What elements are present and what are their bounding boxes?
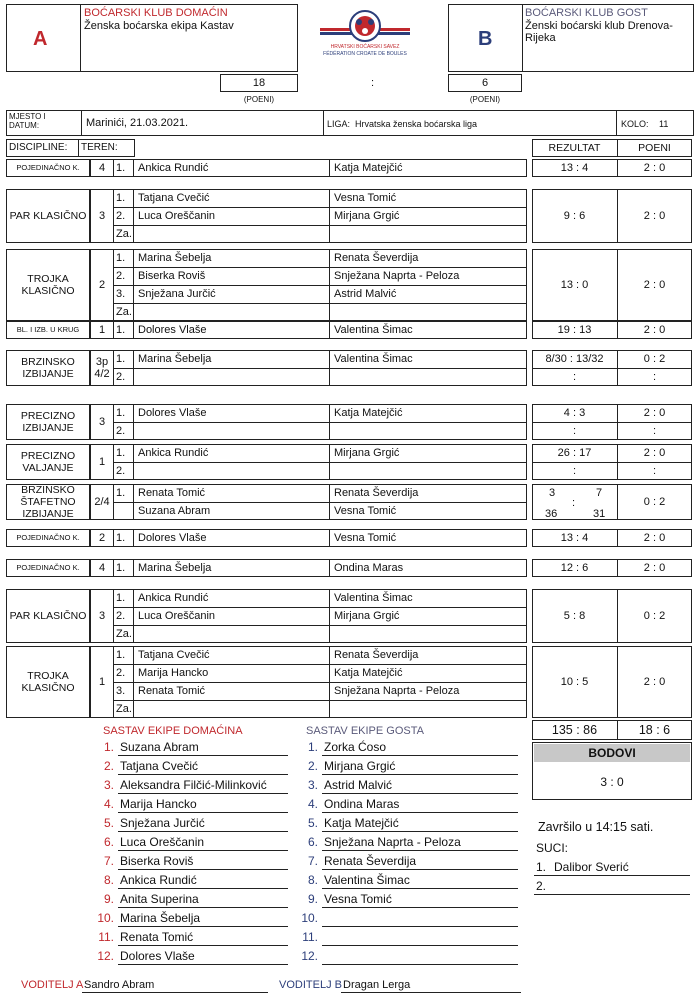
section-result: 10 : 5 (560, 676, 589, 688)
section-points: 2 : 0 (643, 562, 666, 574)
home-player: Marina Šebelja (138, 353, 212, 365)
divider (329, 589, 330, 643)
divider (113, 462, 527, 463)
roster-number: 1. (307, 740, 318, 754)
home-player: Ankica Rundić (138, 162, 209, 174)
divider (118, 793, 288, 794)
divider (322, 926, 518, 927)
coach-b-name: Dragan Lerga (343, 979, 411, 991)
roster-player: Snježana Naprta - Peloza (324, 835, 461, 849)
divider (616, 110, 617, 136)
roster-player: Mirjana Grgić (324, 759, 396, 773)
row-number: 2. (116, 667, 126, 679)
roster-number: 5. (307, 816, 318, 830)
roster-number: 12. (301, 949, 318, 963)
roster-number: 4. (103, 797, 114, 811)
divider (118, 888, 288, 889)
divider (322, 964, 518, 965)
home-player: Snježana Jurčić (138, 288, 216, 300)
roster-player: Vesna Tomić (324, 892, 392, 906)
home-player: Dolores Vlaše (138, 532, 207, 544)
divider (118, 964, 288, 965)
divider (329, 159, 330, 177)
section-points: : (652, 371, 657, 383)
roster-number: 10. (97, 911, 114, 925)
divider (133, 589, 134, 643)
roster-player: Tatjana Cvečić (120, 759, 199, 773)
divider (118, 945, 288, 946)
divider (532, 462, 692, 463)
guest-roster-title: SASTAV EKIPE GOSTA (306, 725, 424, 737)
roster-player: Zorka Ćoso (324, 740, 387, 754)
divider (113, 368, 527, 369)
roster-player: Marija Hancko (120, 797, 197, 811)
guest-player: Astrid Malvić (334, 288, 397, 300)
federation-logo (315, 4, 415, 66)
home-player: Ankica Rundić (138, 592, 209, 604)
divider (118, 869, 288, 870)
guest-player: Valentina Šimac (334, 592, 413, 604)
divider (133, 321, 134, 339)
divider (532, 368, 692, 369)
divider (133, 159, 134, 177)
place-label: MJESTO I DATUM: (9, 112, 46, 130)
judge-1-num: 1. (536, 860, 547, 874)
row-number: 1. (116, 192, 126, 204)
roster-number: 11. (98, 930, 114, 944)
logo-text-1: HRVATSKI BOĆARSKI SAVEZ (330, 44, 400, 50)
judges-label: SUCI: (536, 841, 569, 855)
section-result: 9 : 6 (563, 210, 586, 222)
divider (534, 894, 690, 895)
divider (81, 110, 82, 136)
row-number: 1. (116, 252, 126, 264)
guest-player: Renata Ševerdija (334, 252, 419, 264)
disciplines-label: DISCIPLINE: (9, 142, 68, 153)
roster-player: Suzana Abram (120, 740, 199, 754)
divider (113, 625, 527, 626)
field-count: 1 (90, 646, 114, 718)
section-points: : (652, 465, 657, 477)
guest-player: Snježana Naprta - Peloza (334, 685, 460, 697)
relay-home-2: 36 (545, 508, 558, 520)
guest-player: Ondina Maras (334, 562, 404, 574)
finished-time: Završilo u 14:15 sati. (538, 820, 654, 834)
field-count: 2/4 (90, 484, 114, 520)
discipline-label: POJEDINAČNO K. (6, 159, 90, 177)
guest-letter: B (478, 28, 493, 50)
roster-number: 3. (103, 778, 114, 792)
field-count: 4 (90, 159, 114, 177)
home-player: Renata Tomić (138, 487, 206, 499)
relay-guest-2: 31 (593, 508, 606, 520)
relay-home-1: 3 (549, 487, 556, 499)
divider (113, 682, 527, 683)
section-result: 12 : 6 (560, 562, 589, 574)
home-letter: A (33, 28, 48, 50)
guest-player: Vesna Tomić (334, 192, 397, 204)
home-player: Ankica Rundić (138, 447, 209, 459)
section-result: 13 : 4 (560, 162, 589, 174)
divider (532, 422, 692, 423)
discipline-label: PRECIZNO IZBIJANJE (6, 404, 90, 440)
guest-player: Vesna Tomić (334, 532, 397, 544)
divider (133, 559, 134, 577)
bodovi-label: BODOVI (588, 746, 636, 760)
divider (323, 110, 324, 136)
divider (322, 793, 518, 794)
divider (522, 4, 523, 72)
roster-player: Biserka Roviš (120, 854, 194, 868)
row-number: Za. (116, 306, 132, 318)
roster-number: 2. (103, 759, 114, 773)
divider (329, 189, 330, 243)
roster-number: 1. (103, 740, 114, 754)
field-count: 3 (90, 404, 114, 440)
discipline-label: TROJKA KLASIČNO (6, 646, 90, 718)
home-club-name: Ženska boćarska ekipa Kastav (84, 20, 234, 32)
home-player: Dolores Vlaše (138, 324, 207, 336)
field-count: 4 (90, 559, 114, 577)
row-number: 1. (116, 447, 126, 459)
divider (113, 207, 527, 208)
roster-number: 10. (301, 911, 318, 925)
row-number: 2. (116, 371, 126, 383)
divider (118, 831, 288, 832)
divider (82, 992, 268, 993)
points-header: POENI (638, 142, 671, 154)
row-number: 1. (116, 592, 126, 604)
roster-number: 6. (307, 835, 318, 849)
total-result: 135 : 86 (551, 723, 598, 737)
divider (133, 529, 134, 547)
divider (113, 607, 527, 608)
section-points: 2 : 0 (643, 324, 666, 336)
roster-player: Renata Tomić (120, 930, 194, 944)
section-points: 2 : 0 (643, 210, 666, 222)
section-points: : (652, 425, 657, 437)
discipline-label: BRZINSKO ŠTAFETNO IZBIJANJE (6, 484, 90, 520)
relay-separator: : (572, 497, 576, 509)
coach-b-label: VODITELJ B (279, 979, 342, 991)
roster-player: Anita Superina (120, 892, 199, 906)
guest-player: Katja Matejčić (334, 162, 403, 174)
discipline-label: TROJKA KLASIČNO (6, 249, 90, 321)
league-label: LIGA: (327, 119, 351, 129)
section-points: 2 : 0 (643, 407, 666, 419)
row-number: 1. (116, 353, 126, 365)
divider (534, 875, 690, 876)
points-separator: : (371, 77, 375, 89)
home-player: Marina Šebelja (138, 252, 212, 264)
discipline-label: PAR KLASIČNO (6, 589, 90, 643)
divider (322, 774, 518, 775)
discipline-label: POJEDINAČNO K. (6, 559, 90, 577)
section-result: 26 : 17 (557, 447, 592, 459)
row-number: 1. (116, 162, 126, 174)
discipline-label: BL. I IZB. U KRUG (6, 321, 90, 339)
row-number: Za. (116, 703, 132, 715)
roster-number: 4. (307, 797, 318, 811)
divider (118, 907, 288, 908)
divider (118, 812, 288, 813)
divider (78, 139, 79, 157)
field-count: 1 (90, 444, 114, 480)
total-points: 18 : 6 (638, 723, 671, 737)
row-number: 3. (116, 288, 126, 300)
section-points: 0 : 2 (643, 496, 666, 508)
roster-number: 2. (307, 759, 318, 773)
home-points-label: (POENI) (243, 95, 275, 104)
guest-player: Mirjana Grgić (334, 447, 400, 459)
guest-player: Katja Matejčić (334, 667, 403, 679)
row-number: 2. (116, 610, 126, 622)
section-points: 2 : 0 (643, 279, 666, 291)
roster-player: Katja Matejčić (324, 816, 399, 830)
roster-player: Astrid Malvić (324, 778, 393, 792)
guest-points-label: (POENI) (469, 95, 501, 104)
roster-player: Luca Oreščanin (120, 835, 205, 849)
row-number: 1. (116, 324, 126, 336)
guest-player: Valentina Šimac (334, 324, 413, 336)
row-number: 2. (116, 425, 126, 437)
divider (80, 4, 81, 72)
home-player: Tatjana Cvečić (138, 649, 210, 661)
round-label: KOLO: (621, 119, 649, 129)
home-player: Dolores Vlaše (138, 407, 207, 419)
divider (113, 422, 527, 423)
home-roster-title: SASTAV EKIPE DOMAĆINA (103, 725, 243, 737)
section-points: 2 : 0 (643, 162, 666, 174)
section-result: 5 : 8 (563, 610, 586, 622)
divider (341, 992, 521, 993)
field-count: 2 (90, 529, 114, 547)
field-count: 2 (90, 249, 114, 321)
row-number: 1. (116, 407, 126, 419)
section-result: 8/30 : 13/32 (545, 353, 604, 365)
home-player: Marina Šebelja (138, 562, 212, 574)
guest-player: Valentina Šimac (334, 353, 413, 365)
divider (322, 755, 518, 756)
section-points: 0 : 2 (643, 610, 666, 622)
discipline-label: PRECIZNO VALJANJE (6, 444, 90, 480)
roster-number: 3. (307, 778, 318, 792)
roster-number: 7. (307, 854, 318, 868)
guest-player: Katja Matejčić (334, 407, 403, 419)
home-player: Tatjana Cvečić (138, 192, 210, 204)
coach-a-name: Sandro Abram (84, 979, 155, 991)
field-label: TEREN: (81, 142, 118, 153)
judge-2-num: 2. (536, 879, 547, 893)
relay-guest-1: 7 (596, 487, 603, 499)
home-player: Biserka Roviš (138, 270, 206, 282)
discipline-label: PAR KLASIČNO (6, 189, 90, 243)
divider (133, 189, 134, 243)
row-number: 1. (116, 562, 126, 574)
roster-player: Snježana Jurčić (120, 816, 205, 830)
roster-number: 7. (103, 854, 114, 868)
divider (113, 285, 527, 286)
roster-player: Ankica Rundić (120, 873, 197, 887)
row-number: 1. (116, 532, 126, 544)
result-header: REZULTAT (548, 142, 601, 154)
divider (118, 755, 288, 756)
home-points: 18 (252, 77, 266, 89)
divider (322, 888, 518, 889)
divider (329, 321, 330, 339)
home-player: Suzana Abram (138, 505, 211, 517)
divider (322, 850, 518, 851)
divider (113, 502, 527, 503)
row-number: Za. (116, 628, 132, 640)
roster-player: Dolores Vlaše (120, 949, 195, 963)
section-result: 19 : 13 (557, 324, 592, 336)
divider (118, 926, 288, 927)
roster-number: 8. (103, 873, 114, 887)
divider (118, 850, 288, 851)
roster-number: 12. (97, 949, 114, 963)
divider (322, 907, 518, 908)
section-result: 13 : 0 (560, 279, 589, 291)
roster-number: 9. (307, 892, 318, 906)
field-count: 3 (90, 589, 114, 643)
judge-1-name: Dalibor Sverić (554, 860, 629, 874)
home-player: Marija Hancko (138, 667, 209, 679)
section-result: 13 : 4 (560, 532, 589, 544)
home-club-label: BOĆARSKI KLUB DOMAĆIN (84, 7, 228, 19)
roster-number: 6. (103, 835, 114, 849)
divider (322, 831, 518, 832)
section-points: 0 : 2 (643, 353, 666, 365)
divider (118, 774, 288, 775)
divider (329, 529, 330, 547)
field-count: 3p 4/2 (90, 350, 114, 386)
league-value: Hrvatska ženska boćarska liga (355, 119, 478, 129)
divider (322, 812, 518, 813)
roster-player: Ondina Maras (324, 797, 400, 811)
discipline-label: POJEDINAČNO K. (6, 529, 90, 547)
divider (329, 559, 330, 577)
divider (113, 267, 527, 268)
row-number: Za. (116, 228, 132, 240)
section-result: : (572, 465, 577, 477)
guest-player: Renata Ševerdija (334, 487, 419, 499)
section-result: 4 : 3 (563, 407, 586, 419)
row-number: 1. (116, 487, 126, 499)
guest-player: Snježana Naprta - Peloza (334, 270, 460, 282)
roster-number: 11. (302, 930, 318, 944)
field-count: 3 (90, 189, 114, 243)
section-points: 2 : 0 (643, 447, 666, 459)
logo-text-2: FÉDÉRATION CROATE DE BOULES (323, 51, 407, 57)
guest-points: 6 (481, 77, 489, 89)
discipline-label: BRZINSKO IZBIJANJE (6, 350, 90, 386)
section-result: : (572, 371, 577, 383)
roster-number: 5. (103, 816, 114, 830)
field-count: 1 (90, 321, 114, 339)
roster-player: Aleksandra Filčić-Milinković (120, 778, 267, 792)
row-number: 2. (116, 210, 126, 222)
coach-a-label: VODITELJ A (21, 979, 84, 991)
section-points: 2 : 0 (643, 676, 666, 688)
roster-number: 8. (307, 873, 318, 887)
divider (322, 945, 518, 946)
section-result: : (572, 425, 577, 437)
home-player: Luca Oreščanin (138, 210, 216, 222)
round-value: 11 (659, 119, 669, 129)
divider (113, 700, 527, 701)
divider (113, 664, 527, 665)
divider (322, 869, 518, 870)
row-number: 3. (116, 685, 126, 697)
roster-player: Valentina Šimac (324, 873, 410, 887)
divider (113, 303, 527, 304)
guest-player: Mirjana Grgić (334, 210, 400, 222)
section-points: 2 : 0 (643, 532, 666, 544)
row-number: 1. (116, 649, 126, 661)
home-player: Renata Tomić (138, 685, 206, 697)
guest-club-name: Ženski boćarski klub Drenova-Rijeka (525, 20, 673, 44)
guest-player: Mirjana Grgić (334, 610, 400, 622)
place-value: Marinići, 21.03.2021. (86, 117, 189, 129)
roster-player: Renata Ševerdija (324, 854, 417, 868)
row-number: 2. (116, 270, 126, 282)
roster-player: Marina Šebelja (120, 911, 201, 925)
divider (113, 225, 527, 226)
guest-player: Vesna Tomić (334, 505, 397, 517)
home-player: Luca Oreščanin (138, 610, 216, 622)
guest-player: Renata Ševerdija (334, 649, 419, 661)
row-number: 2. (116, 465, 126, 477)
guest-club-label: BOĆARSKI KLUB GOST (525, 7, 648, 19)
roster-number: 9. (103, 892, 114, 906)
bodovi-value: 3 : 0 (600, 775, 624, 789)
